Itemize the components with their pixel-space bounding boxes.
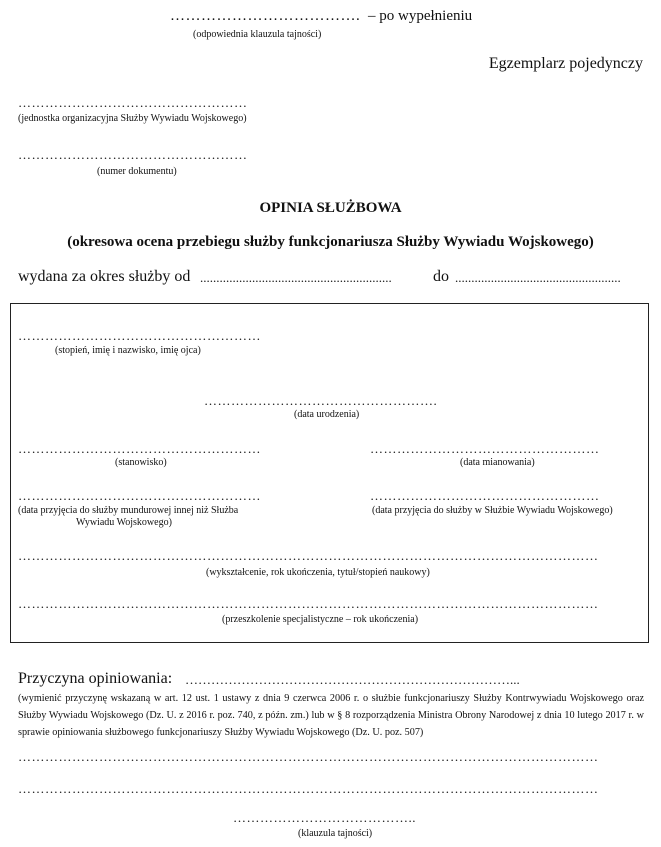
uniform-service-caption-2: Wywiadu Wojskowego)	[76, 517, 172, 528]
sww-service-dots[interactable]: ……………………………………………	[370, 488, 600, 503]
classification-suffix: – po wypełnieniu	[368, 8, 473, 24]
period-to-dots[interactable]: ...................................................	[455, 270, 621, 285]
position-dots[interactable]: ………………………………………………	[18, 441, 261, 456]
education-dots[interactable]: …………………………………………………………………………………………………………………	[18, 548, 599, 563]
reason-explanation: (wymienić przyczynę wskazaną w art. 12 ust. 1 ustawy z dnia 9 czerwca 2006 r. o służbie funkcjonariuszy Służby Kontrwywiadu Wojskowego oraz Służby Wywiadu Wojskowego (Dz. U. z 2016 r. poz. 740, z późn. zm.) lub w § 8 rozporządzenia Ministra Obrony Narodowej z dnia 10 lutego 2017 r. w sprawie opiniowania służbowego funkcjonariuszy Służby Wywiadu Wojskowego (Dz. U. poz. 507)	[18, 693, 644, 738]
reason-dots[interactable]: …………………………………………………………………...	[185, 672, 520, 687]
period-label: wydana za okres służby od	[18, 268, 191, 285]
classification-caption: (odpowiednia klauzula tajności)	[193, 29, 322, 40]
footer-classification-caption: (klauzula tajności)	[298, 828, 373, 839]
unit-caption: (jednostka organizacyjna Służby Wywiadu Wojskowego)	[18, 113, 247, 124]
page-subtitle: (okresowa ocena przebiegu służby funkcjonariusza Służby Wywiadu Wojskowego)	[67, 234, 594, 250]
training-caption: (przeszkolenie specjalistyczne – rok ukończenia)	[222, 614, 419, 625]
reason-label: Przyczyna opiniowania:	[18, 670, 173, 687]
birth-caption: (data urodzenia)	[294, 409, 360, 420]
period-from-dots[interactable]: ...........................................................	[200, 270, 392, 285]
footer-classification-dots[interactable]: …………………………………..	[233, 810, 416, 825]
doc-number-dots[interactable]: ……………………………………………	[18, 147, 248, 162]
period-to-label: do	[433, 268, 449, 285]
appointment-caption: (data mianowania)	[460, 457, 535, 468]
unit-dots[interactable]: ……………………………………………	[18, 95, 248, 110]
classification-dots[interactable]: ……………………………….	[170, 8, 361, 24]
education-caption: (wykształcenie, rok ukończenia, tytuł/stopień naukowy)	[206, 567, 430, 578]
reason-line-2[interactable]: …………………………………………………………………………………………………………………	[18, 781, 599, 796]
name-dots[interactable]: ………………………………………………	[18, 328, 261, 343]
copy-label: Egzemplarz pojedynczy	[488, 55, 643, 72]
name-caption: (stopień, imię i nazwisko, imię ojca)	[55, 345, 201, 356]
uniform-service-caption-1: (data przyjęcia do służby mundurowej innej niż Służba	[18, 505, 239, 516]
position-caption: (stanowisko)	[115, 457, 167, 468]
birth-dots[interactable]: …………………………………………….	[204, 393, 438, 408]
doc-number-caption: (numer dokumentu)	[97, 166, 177, 177]
appointment-dots[interactable]: ……………………………………………	[370, 441, 600, 456]
reason-line-1[interactable]: …………………………………………………………………………………………………………………	[18, 749, 599, 764]
page-title: OPINIA SŁUŻBOWA	[259, 200, 402, 216]
uniform-service-dots[interactable]: ………………………………………………	[18, 488, 261, 503]
sww-service-caption: (data przyjęcia do służby w Służbie Wywiadu Wojskowego)	[372, 505, 613, 516]
training-dots[interactable]: …………………………………………………………………………………………………………………	[18, 596, 599, 611]
